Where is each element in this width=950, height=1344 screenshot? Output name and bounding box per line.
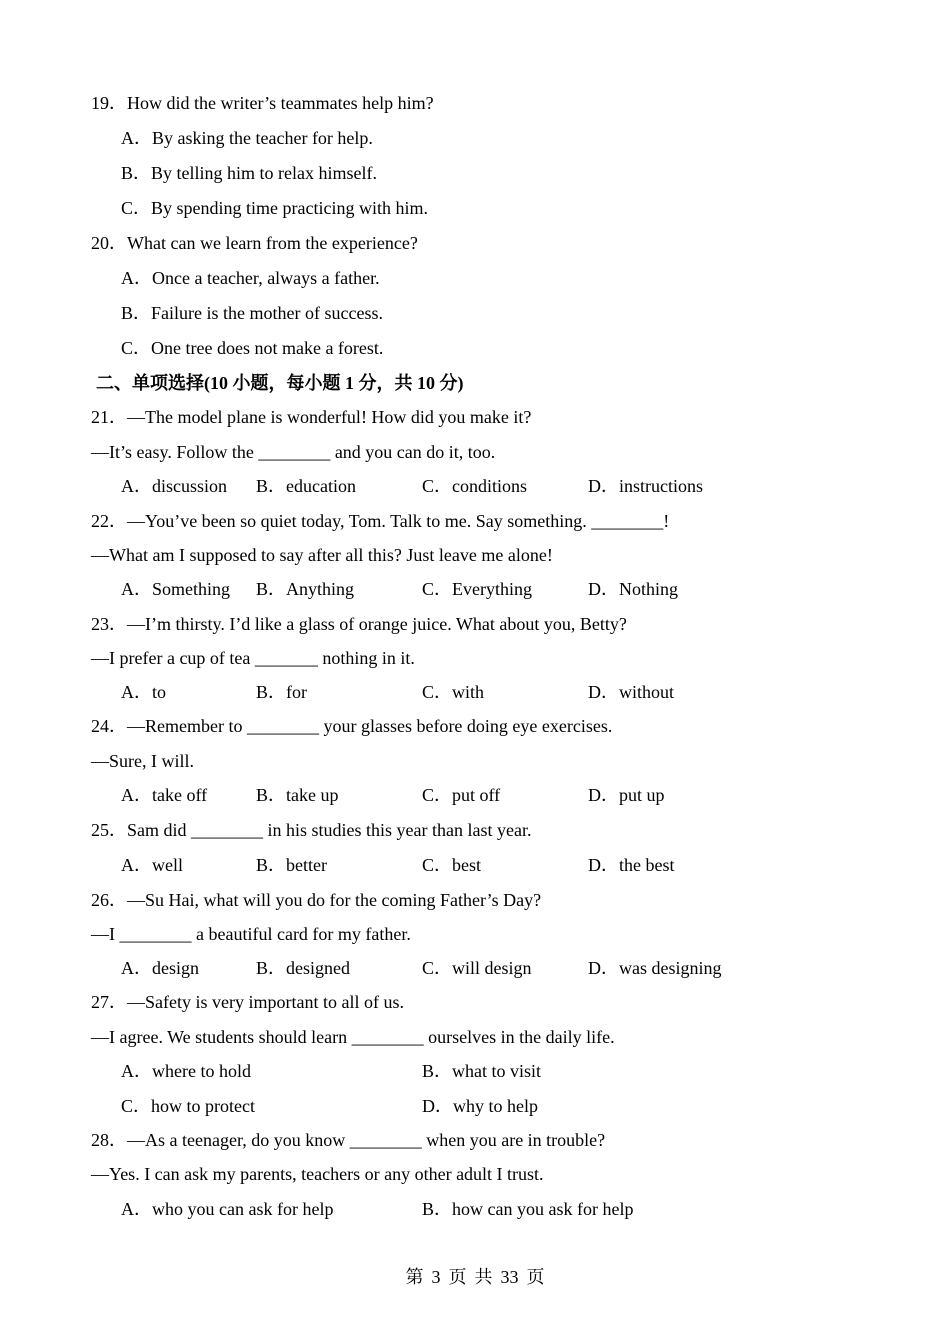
q28-option-a: A．who you can ask for help (121, 1199, 334, 1219)
q22-option-b: B．Anything (256, 579, 355, 599)
q22-option-c: C．Everything (422, 579, 532, 599)
footer-label-ye-2: 页 (526, 1267, 545, 1287)
q24-reply: —Sure, I will. (91, 751, 194, 771)
q26-option-d: D．was designing (588, 958, 722, 978)
page-footer (0, 1265, 950, 1289)
q26-option-a: A．design (121, 958, 199, 978)
q23-reply: —I prefer a cup of tea _______ nothing in it. (91, 648, 415, 668)
q27-option-c: C．how to protect (121, 1096, 255, 1116)
q23-stem: 23．—I’m thirsty. I’d like a glass of orange juice. What about you, Betty? (91, 614, 627, 634)
q28-stem: 28．—As a teenager, do you know ________ when you are in trouble? (91, 1130, 606, 1150)
q20-stem: 20．What can we learn from the experience? (91, 233, 418, 253)
footer-label-gong: 共 (474, 1267, 493, 1287)
q21-option-b: B．education (256, 476, 356, 496)
q21-option-a: A．discussion (121, 476, 228, 496)
q21-reply: —It’s easy. Follow the ________ and you can do it, too. (91, 442, 496, 462)
q23-option-a: A．to (121, 682, 166, 702)
q24-option-c: C．put off (422, 785, 501, 805)
q19-stem: 19．How did the writer’s teammates help him? (91, 93, 434, 113)
q25-option-d: D．the best (588, 855, 675, 875)
q27-option-b: B．what to visit (422, 1061, 542, 1081)
q21-option-d: D．instructions (588, 476, 703, 496)
q26-option-c: C．will design (422, 958, 532, 978)
footer-page-number: 3 (431, 1267, 441, 1287)
footer-label-di: 第 (405, 1267, 424, 1287)
q28-option-b: B．how can you ask for help (422, 1199, 634, 1219)
q24-option-b: B．take up (256, 785, 339, 805)
q24-stem: 24．—Remember to ________ your glasses before doing eye exercises. (91, 716, 613, 736)
q27-stem: 27．—Safety is very important to all of us. (91, 992, 404, 1012)
section-heading: 二、单项选择(10 小题，每小题 1 分，共 10 分) (96, 373, 464, 393)
q24-option-d: D．put up (588, 785, 665, 805)
footer-label-ye: 页 (448, 1267, 467, 1287)
footer-total-pages: 33 (500, 1267, 519, 1287)
q22-stem: 22．—You’ve been so quiet today, Tom. Talk to me. Say something. ________! (91, 511, 670, 531)
q23-option-b: B．for (256, 682, 307, 702)
q25-option-a: A．well (121, 855, 183, 875)
q22-option-d: D．Nothing (588, 579, 678, 599)
q19-option-a: A．By asking the teacher for help. (121, 128, 373, 148)
q20-option-b: B．Failure is the mother of success. (121, 303, 383, 323)
q24-option-a: A．take off (121, 785, 208, 805)
q27-reply: —I agree. We students should learn ________ ourselves in the daily life. (91, 1027, 615, 1047)
q25-stem: 25．Sam did ________ in his studies this year than last year. (91, 820, 532, 840)
q28-reply: —Yes. I can ask my parents, teachers or any other adult I trust. (91, 1164, 544, 1184)
q19-option-c: C．By spending time practicing with him. (121, 198, 428, 218)
q23-option-d: D．without (588, 682, 675, 702)
q25-option-b: B．better (256, 855, 327, 875)
q21-option-c: C．conditions (422, 476, 528, 496)
q26-stem: 26．—Su Hai, what will you do for the coming Father’s Day? (91, 890, 542, 910)
q23-option-c: C．with (422, 682, 485, 702)
q26-option-b: B．designed (256, 958, 350, 978)
q25-option-c: C．best (422, 855, 482, 875)
q27-option-a: A．where to hold (121, 1061, 251, 1081)
q27-option-d: D．why to help (422, 1096, 538, 1116)
q19-option-b: B．By telling him to relax himself. (121, 163, 377, 183)
q20-option-a: A．Once a teacher, always a father. (121, 268, 380, 288)
q20-option-c: C．One tree does not make a forest. (121, 338, 384, 358)
q21-stem: 21．—The model plane is wonderful! How did you make it? (91, 407, 532, 427)
q22-option-a: A．Something (121, 579, 231, 599)
q26-reply: —I ________ a beautiful card for my father. (91, 924, 411, 944)
q22-reply: —What am I supposed to say after all this? Just leave me alone! (91, 545, 553, 565)
